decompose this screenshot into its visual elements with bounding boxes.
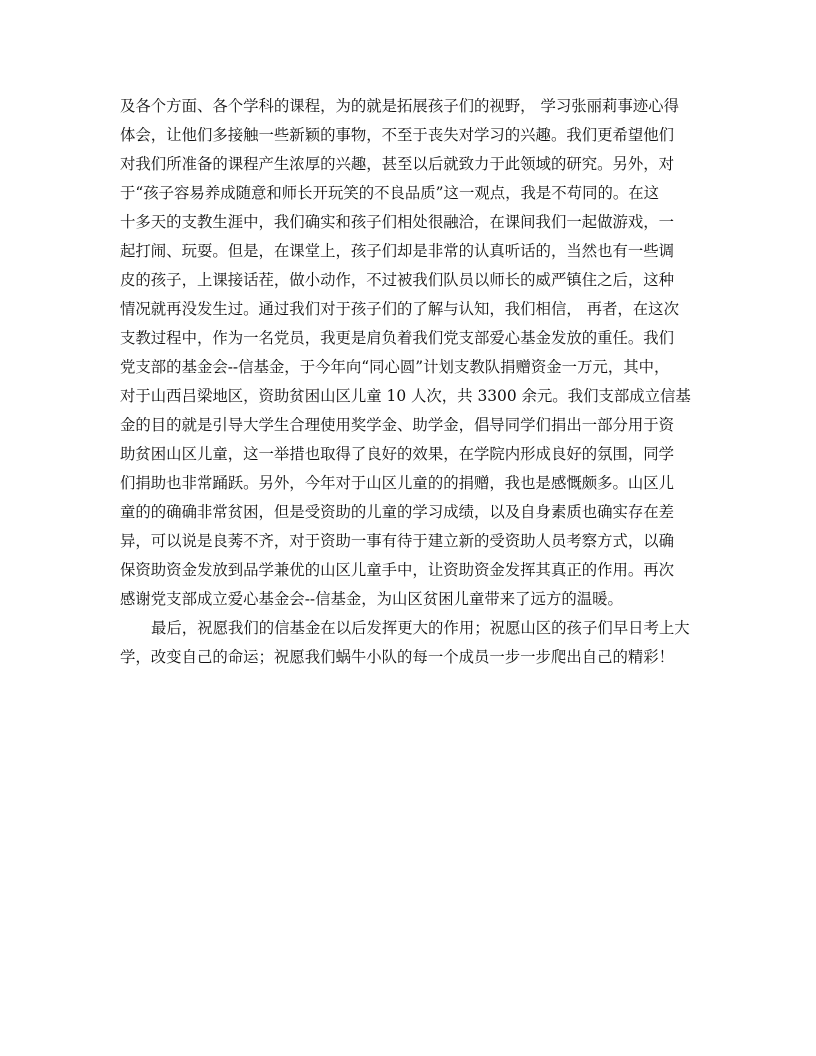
text-line: 起打闹、玩耍。但是，在课堂上，孩子们却是非常的认真听话的，当然也有一些调 [120, 242, 675, 260]
text-line: 异，可以说是良莠不齐，对于资助一事有待于建立新的受资助人员考察方式，以确 [120, 532, 675, 550]
text-line: 们捐助也非常踊跃。另外，今年对于山区儿童的的捐赠，我也是感慨颇多。山区儿 [120, 474, 675, 492]
text-line: 对于山西吕梁地区，资助贫困山区儿童 10 人次，共 3300 余元。我们支部成立信基 [120, 387, 691, 405]
text-line: 体会，让他们多接触一些新颖的事物，不至于丧失对学习的兴趣。我们更希望他们 [120, 126, 675, 144]
text-line: 感谢党支部成立爱心基金会--信基金，为山区贫困儿童带来了远方的温暖。 [120, 590, 623, 608]
paragraph-2 [120, 614, 698, 672]
text-line: 童的的确确非常贫困，但是受资助的儿童的学习成绩，以及自身素质也确实存在差 [120, 503, 675, 521]
text-line: 对我们所准备的课程产生浓厚的兴趣，甚至以后就致力于此领域的研究。另外，对 [120, 155, 675, 173]
text-line: 情况就再没发生过。通过我们对于孩子们的了解与认知，我们相信， 再者，在这次 [120, 300, 679, 318]
text-line: 支教过程中，作为一名党员，我更是肩负着我们党支部爱心基金发放的重任。我们 [120, 329, 675, 347]
text-line: 最后，祝愿我们的信基金在以后发挥更大的作用；祝愿山区的孩子们早日考上大 [151, 619, 690, 637]
text-line: 党支部的基金会--信基金，于今年向“同心圆”计划支教队捐赠资金一万元，其中， [120, 358, 670, 376]
text-line: 及各个方面、各个学科的课程，为的就是拓展孩子们的视野， 学习张丽莉事迹心得 [120, 97, 679, 115]
text-line: 十多天的支教生涯中，我们确实和孩子们相处很融洽，在课间我们一起做游戏，一 [120, 213, 675, 231]
paragraph-1 [120, 92, 698, 614]
text-line: 于“孩子容易养成随意和师长开玩笑的不良品质”这一观点，我是不苟同的。在这 [120, 184, 660, 202]
text-line: 助贫困山区儿童，这一举措也取得了良好的效果，在学院内形成良好的氛围，同学 [120, 445, 675, 463]
text-line: 学，改变自己的命运；祝愿我们蜗牛小队的每一个成员一步一步爬出自己的精彩！ [120, 648, 675, 666]
text-line: 保资助资金发放到品学兼优的山区儿童手中，让资助资金发挥其真正的作用。再次 [120, 561, 675, 579]
text-line: 金的目的就是引导大学生合理使用奖学金、助学金，倡导同学们捐出一部分用于资 [120, 416, 675, 434]
document-body [120, 92, 698, 672]
text-line: 皮的孩子，上课接话茬，做小动作，不过被我们队员以师长的威严镇住之后，这种 [120, 271, 675, 289]
